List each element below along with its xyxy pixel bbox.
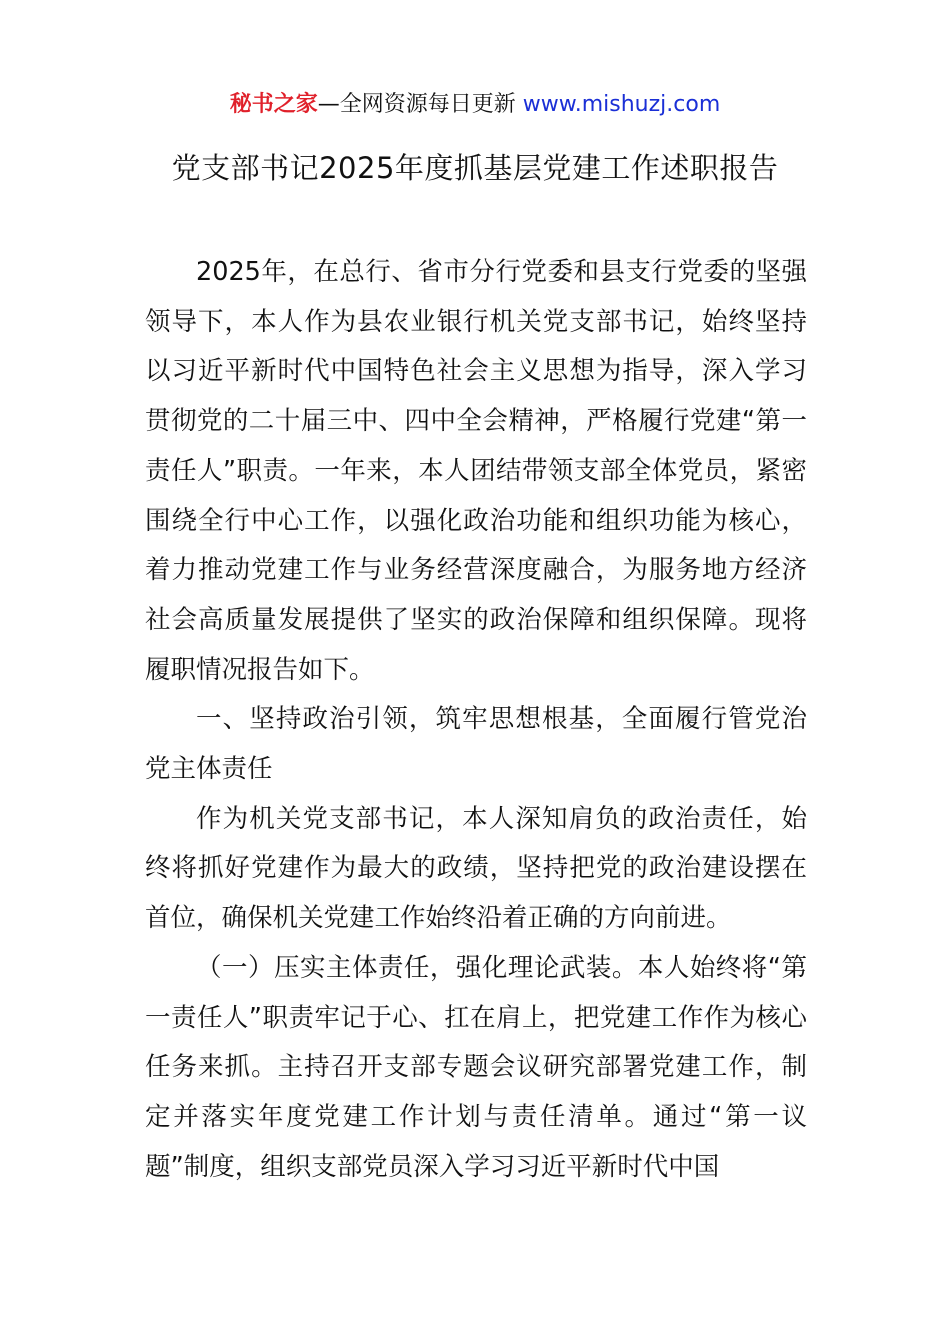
header-tagline: —全网资源每日更新 — [317, 92, 516, 117]
brand-name: 秘书之家 — [229, 92, 318, 117]
paragraph-intro: 2025年，在总行、省市分行党委和县支行党委的坚强领导下，本人作为县农业银行机关党支部书记，始终坚持以习近平新时代中国特色社会主义思想为指导，深入学习贯彻党的二十届三中、四中全会精神，严格履行党建“第一责任人”职责。一年来，本人团结带领支部全体党员，紧密围绕全行中心工作，以强化政治功能和组织功能为核心，着力推动党建工作与业务经营深度融合，为服务地方经济社会高质量发展提供了坚实的政治保障和组织保障。现将履职情况报告如下。 — [145, 257, 807, 685]
paragraph-section-1: 作为机关党支部书记，本人深知肩负的政治责任，始终将抓好党建作为最大的政绩，坚持把党的政治建设摆在首位，确保机关党建工作始终沿着正确的方向前进。 — [145, 803, 807, 934]
paragraph-subsection-1: （一）压实主体责任，强化理论武装。本人始终将“第一责任人”职责牢记于心、扛在肩上，把党建工作作为核心任务来抓。主持召开支部专题会议研究部署党建工作，制定并落实年度党建工作计划与责任清单。通过“第一议题”制度，组织支部党员深入学习习近平新时代中国 — [145, 952, 807, 1182]
document-title: 党支部书记2025年度抓基层党建工作述职报告 — [171, 151, 779, 185]
document-body — [145, 248, 807, 1192]
site-header — [0, 88, 950, 122]
site-url-link[interactable]: www.mishuzj.com — [522, 92, 721, 117]
section-heading-1: 一、坚持政治引领，筑牢思想根基，全面履行管党治党主体责任 — [145, 704, 807, 785]
